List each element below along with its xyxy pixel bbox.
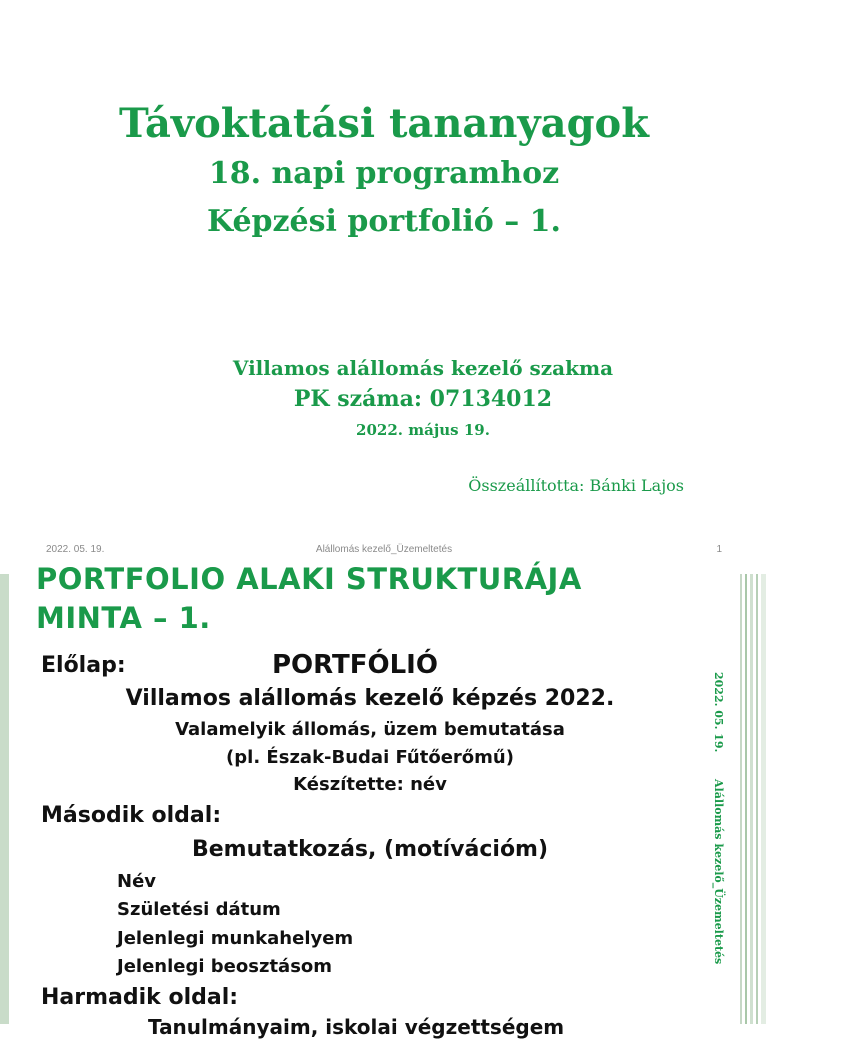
author-credit: Összeállította: Bánki Lajos	[468, 476, 684, 495]
list-item: Név	[117, 871, 157, 892]
slide-1-title: Távoktatási tananyagok	[119, 100, 649, 147]
front-page-author: Készítette: név	[293, 774, 447, 795]
right-decor-line	[756, 574, 758, 1024]
slide-1-subtitle-program: 18. napi programhoz	[208, 156, 560, 191]
right-decor-line	[750, 574, 753, 1024]
front-page-label: Előlap:	[41, 653, 126, 678]
left-decor-bar	[0, 574, 9, 1024]
second-page-heading: Bemutatkozás, (motívációm)	[191, 837, 549, 862]
front-page-topic: Valamelyik állomás, üzem bemutatása	[175, 719, 565, 740]
pk-number: PK száma: 07134012	[293, 386, 553, 412]
slide-1-date: 2022. május 19.	[356, 421, 490, 439]
list-item: Jelenlegi beosztásom	[117, 956, 333, 977]
front-page-example: (pl. Észak-Budai Fűtőerőmű)	[226, 747, 514, 768]
right-decor-line	[740, 574, 742, 1024]
footer-center-text: Alállomás kezelő_Üzemeltetés	[315, 544, 453, 555]
right-decor-line	[745, 574, 747, 1024]
slide-2-title: PORTFOLIO ALAKI STRUKTURÁJA MINTA – 1.	[36, 562, 582, 635]
side-date: 2022. 05. 19.	[712, 672, 725, 753]
list-item: Születési dátum	[117, 899, 281, 920]
footer-date: 2022. 05. 19.	[46, 544, 105, 555]
slide-1-subtitle-portfolio: Képzési portfolió – 1.	[207, 204, 561, 239]
third-page-line: Tanulmányaim, iskolai végzettségem	[148, 1015, 565, 1039]
front-page-heading: PORTFÓLIÓ	[272, 650, 438, 680]
slide-2	[0, 562, 768, 1039]
side-footer-text: Alállomás kezelő_Üzemeltetés	[712, 779, 725, 965]
list-item: Jelenlegi munkahelyem	[117, 928, 354, 949]
front-page-course: Villamos alállomás kezelő képzés 2022.	[125, 686, 615, 711]
third-page-label: Harmadik oldal:	[41, 985, 239, 1010]
right-decor-line	[761, 574, 766, 1024]
second-page-label: Második oldal:	[41, 803, 222, 828]
profession-label: Villamos alállomás kezelő szakma	[232, 356, 614, 380]
footer-page-number: 1	[716, 544, 722, 555]
